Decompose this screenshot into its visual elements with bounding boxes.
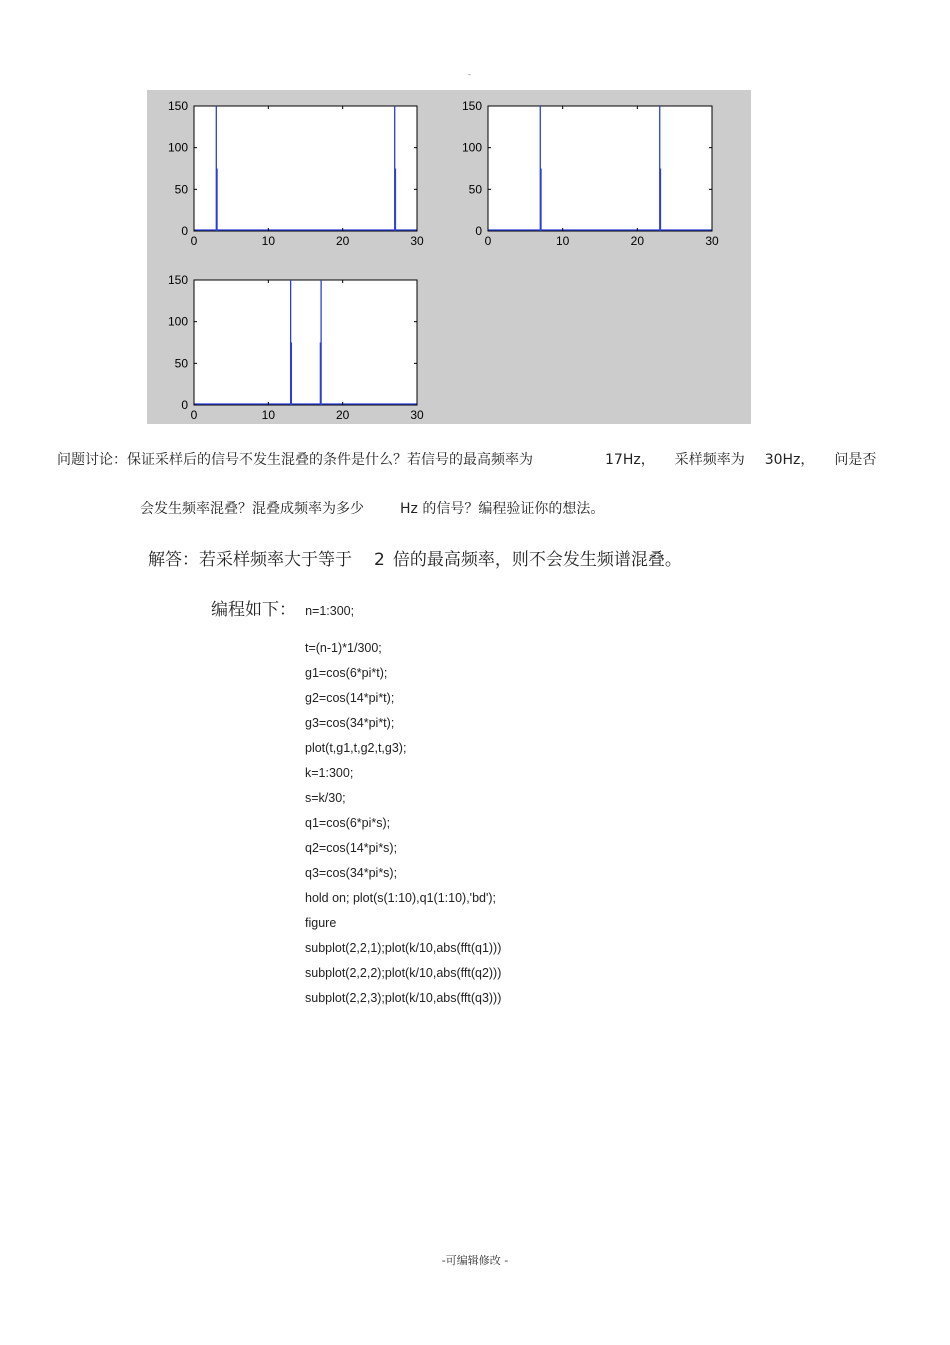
subplot-3 (168, 273, 424, 422)
code-first-line: n=1:300; (305, 604, 355, 618)
question-text-c: 采样频率为 (674, 452, 745, 468)
y-tick-label: 100 (461, 140, 482, 155)
header-mark: - (468, 70, 471, 79)
x-tick-label: 10 (261, 234, 276, 248)
question-sample-freq: 30Hz， (764, 452, 815, 468)
question-line-2 (140, 500, 604, 518)
y-tick-label: 150 (461, 99, 482, 113)
program-heading (211, 599, 354, 621)
answer-line (148, 549, 682, 571)
code-line: figure (305, 916, 337, 930)
code-line: s=k/30; (305, 791, 346, 805)
y-tick-label: 50 (174, 182, 188, 197)
plot-area (194, 106, 417, 231)
code-line: subplot(2,2,2);plot(k/10,abs(fft(q2))) (305, 966, 502, 980)
code-line: k=1:300; (305, 766, 354, 780)
x-tick-label: 10 (261, 408, 276, 422)
x-tick-label: 30 (705, 234, 719, 248)
y-tick-label: 100 (167, 314, 188, 329)
y-tick-label: 150 (167, 273, 188, 287)
plot-area (194, 280, 417, 405)
code-line: g1=cos(6*pi*t); (305, 666, 388, 680)
code-line: hold on; plot(s(1:10),q1(1:10),'bd'); (305, 891, 496, 905)
y-tick-label: 50 (174, 356, 188, 371)
page-footer: -可编辑修改 - (441, 1254, 509, 1267)
question-max-freq: 17Hz， (605, 452, 655, 468)
y-tick-label: 0 (181, 398, 188, 412)
figure-canvas (147, 90, 751, 424)
code-line: subplot(2,2,3);plot(k/10,abs(fft(q3))) (305, 991, 502, 1005)
question-text-f: 会发生频率混叠？混叠成频率为多少 (140, 501, 364, 517)
y-tick-label: 150 (167, 99, 188, 113)
code-line: q1=cos(6*pi*s); (305, 816, 391, 830)
answer-prefix: 解答：若采样频率大于等于 (148, 550, 352, 570)
question-text-a: 问题讨论：保证采样后的信号不发生混叠的条件是什么？若信号的最高频率为 (57, 452, 533, 468)
x-tick-label: 10 (555, 234, 570, 248)
question-text-g: Hz 的信号？编程验证你的想法。 (400, 501, 605, 517)
x-tick-label: 30 (410, 408, 424, 422)
question-text-e: 问是否 (834, 452, 877, 468)
answer-number: 2 (374, 550, 385, 570)
code-line: q3=cos(34*pi*s); (305, 866, 398, 880)
plot-area (488, 106, 712, 231)
subplot-2 (462, 99, 719, 248)
code-line: g2=cos(14*pi*t); (305, 691, 395, 705)
x-tick-label: 30 (410, 234, 424, 248)
y-tick-label: 0 (181, 224, 188, 238)
code-line: t=(n-1)*1/300; (305, 641, 382, 655)
code-line: subplot(2,2,1);plot(k/10,abs(fft(q1))) (305, 941, 502, 955)
x-tick-label: 20 (335, 408, 350, 422)
y-tick-label: 0 (475, 224, 482, 238)
code-line: g3=cos(34*pi*t); (305, 716, 395, 730)
x-tick-label: 20 (335, 234, 350, 248)
code-line: q2=cos(14*pi*s); (305, 841, 398, 855)
question-line-1 (57, 451, 876, 469)
x-tick-label: 0 (484, 234, 492, 248)
code-line: plot(t,g1,t,g2,t,g3); (305, 741, 407, 755)
subplot-1 (168, 99, 424, 248)
y-tick-label: 100 (167, 140, 188, 155)
code-block (305, 640, 501, 1015)
x-tick-label: 0 (190, 234, 198, 248)
x-tick-label: 0 (190, 408, 198, 422)
matlab-figure (147, 90, 751, 424)
answer-suffix: 倍的最高频率，则不会发生频谱混叠。 (392, 550, 682, 570)
program-label: 编程如下： (211, 600, 296, 620)
x-tick-label: 20 (630, 234, 645, 248)
y-tick-label: 50 (468, 182, 482, 197)
